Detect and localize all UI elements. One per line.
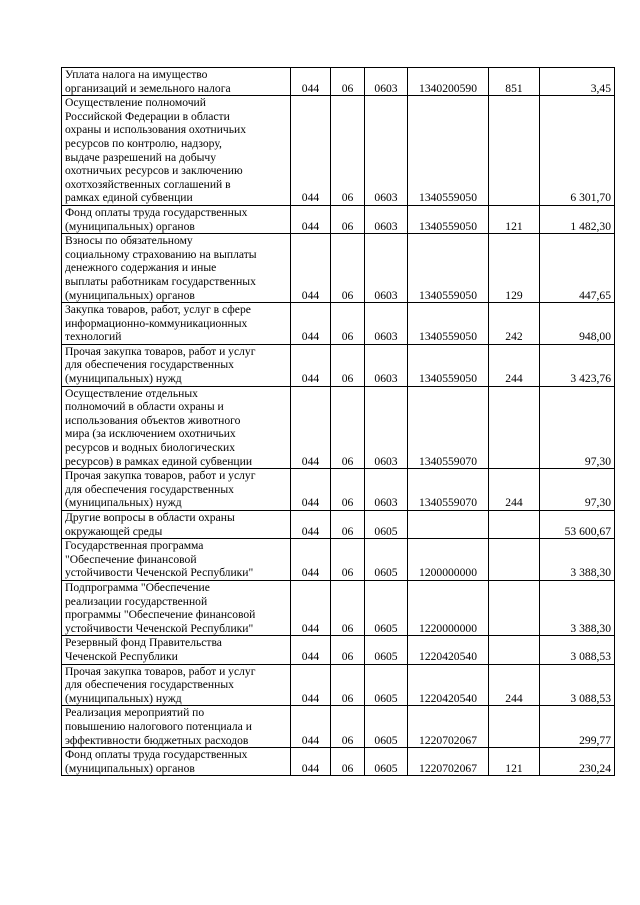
- table-row: [62, 580, 615, 635]
- expense-name: Прочая закупка товаров, работ и услуг для обеспечения государственных (муниципальных) нужд: [62, 469, 291, 511]
- subsection-code: 0605: [365, 636, 408, 664]
- table-row: [62, 234, 615, 303]
- amount: 97,30: [540, 469, 615, 511]
- expense-name: Реализация мероприятий по повышению налогового потенциала и эффективности бюджетных расходов: [62, 706, 291, 748]
- expense-name: Прочая закупка товаров, работ и услуг для обеспечения государственных (муниципальных) нужд: [62, 664, 291, 706]
- expense-type-code: [489, 580, 540, 635]
- target-article-code: 1340559070: [408, 386, 489, 469]
- table-row: [62, 205, 615, 233]
- subsection-code: 0603: [365, 386, 408, 469]
- table-row: [62, 344, 615, 386]
- department-code: 044: [291, 664, 331, 706]
- expense-name: Осуществление полномочий Российской Федерации в области охраны и использования охотничьих ресурсов по контролю, надзору, выдаче разрешений на добычу охотничьих ресурсов и заключению охотхозяйственных соглашений в рамках единой субвенции: [62, 96, 291, 206]
- table-row: [62, 386, 615, 469]
- table-row: [62, 706, 615, 748]
- expense-name: Взносы по обязательному социальному страхованию на выплаты денежного содержания и иные выплаты работникам государственных (муниципальных) органов: [62, 234, 291, 303]
- subsection-code: 0603: [365, 96, 408, 206]
- department-code: 044: [291, 205, 331, 233]
- target-article-code: 1340559050: [408, 96, 489, 206]
- expense-type-code: [489, 511, 540, 539]
- expense-type-code: 121: [489, 748, 540, 776]
- subsection-code: 0605: [365, 706, 408, 748]
- expense-type-code: [489, 636, 540, 664]
- subsection-code: 0603: [365, 469, 408, 511]
- target-article-code: [408, 511, 489, 539]
- department-code: 044: [291, 234, 331, 303]
- department-code: 044: [291, 706, 331, 748]
- expense-type-code: 129: [489, 234, 540, 303]
- expense-name: Резервный фонд Правительства Чеченской Республики: [62, 636, 291, 664]
- subsection-code: 0605: [365, 748, 408, 776]
- table-row: [62, 511, 615, 539]
- expense-name: Фонд оплаты труда государственных (муниципальных) органов: [62, 748, 291, 776]
- target-article-code: 1340559070: [408, 469, 489, 511]
- expense-name: Фонд оплаты труда государственных (муниципальных) органов: [62, 205, 291, 233]
- expense-type-code: 244: [489, 344, 540, 386]
- expense-name: Осуществление отдельных полномочий в области охраны и использования объектов животного мира (за исключением охотничьих ресурсов и водных биологических ресурсов) в рамках единой субвенции: [62, 386, 291, 469]
- department-code: 044: [291, 469, 331, 511]
- section-code: 06: [331, 580, 365, 635]
- section-code: 06: [331, 205, 365, 233]
- amount: 1 482,30: [540, 205, 615, 233]
- table-row: [62, 539, 615, 581]
- department-code: 044: [291, 580, 331, 635]
- amount: 230,24: [540, 748, 615, 776]
- table-row: [62, 748, 615, 776]
- table-row: [62, 68, 615, 96]
- section-code: 06: [331, 469, 365, 511]
- amount: 3 088,53: [540, 636, 615, 664]
- target-article-code: 1220420540: [408, 636, 489, 664]
- expense-name: Подпрограмма "Обеспечение реализации государственной программы "Обеспечение финансовой устойчивости Чеченской Республики": [62, 580, 291, 635]
- target-article-code: 1340559050: [408, 234, 489, 303]
- table-row: [62, 664, 615, 706]
- department-code: 044: [291, 636, 331, 664]
- table-row: [62, 303, 615, 345]
- department-code: 044: [291, 386, 331, 469]
- section-code: 06: [331, 386, 365, 469]
- target-article-code: 1340559050: [408, 205, 489, 233]
- amount: 3 088,53: [540, 664, 615, 706]
- expense-type-code: 851: [489, 68, 540, 96]
- table-row: [62, 469, 615, 511]
- expense-type-code: 121: [489, 205, 540, 233]
- section-code: 06: [331, 706, 365, 748]
- amount: 6 301,70: [540, 96, 615, 206]
- target-article-code: 1220420540: [408, 664, 489, 706]
- department-code: 044: [291, 539, 331, 581]
- section-code: 06: [331, 636, 365, 664]
- department-code: 044: [291, 303, 331, 345]
- amount: 3,45: [540, 68, 615, 96]
- amount: 948,00: [540, 303, 615, 345]
- section-code: 06: [331, 344, 365, 386]
- subsection-code: 0603: [365, 303, 408, 345]
- target-article-code: 1340200590: [408, 68, 489, 96]
- expense-type-code: 244: [489, 469, 540, 511]
- section-code: 06: [331, 748, 365, 776]
- expense-type-code: [489, 386, 540, 469]
- target-article-code: 1220702067: [408, 706, 489, 748]
- department-code: 044: [291, 511, 331, 539]
- expense-type-code: [489, 96, 540, 206]
- department-code: 044: [291, 96, 331, 206]
- expense-name: Государственная программа "Обеспечение финансовой устойчивости Чеченской Республики": [62, 539, 291, 581]
- table-row: [62, 96, 615, 206]
- target-article-code: 1200000000: [408, 539, 489, 581]
- amount: 97,30: [540, 386, 615, 469]
- expense-type-code: [489, 539, 540, 581]
- expense-name: Другие вопросы в области охраны окружающей среды: [62, 511, 291, 539]
- table-body: [62, 68, 615, 776]
- section-code: 06: [331, 303, 365, 345]
- subsection-code: 0603: [365, 68, 408, 96]
- expense-name: Закупка товаров, работ, услуг в сфере информационно-коммуникационных технологий: [62, 303, 291, 345]
- amount: 3 388,30: [540, 580, 615, 635]
- expense-type-code: 244: [489, 664, 540, 706]
- department-code: 044: [291, 748, 331, 776]
- section-code: 06: [331, 664, 365, 706]
- table-row: [62, 636, 615, 664]
- subsection-code: 0605: [365, 580, 408, 635]
- section-code: 06: [331, 539, 365, 581]
- target-article-code: 1340559050: [408, 344, 489, 386]
- budget-table: [61, 67, 615, 776]
- section-code: 06: [331, 96, 365, 206]
- amount: 3 388,30: [540, 539, 615, 581]
- target-article-code: 1340559050: [408, 303, 489, 345]
- section-code: 06: [331, 511, 365, 539]
- amount: 299,77: [540, 706, 615, 748]
- department-code: 044: [291, 344, 331, 386]
- expense-type-code: [489, 706, 540, 748]
- subsection-code: 0605: [365, 539, 408, 581]
- expense-type-code: 242: [489, 303, 540, 345]
- subsection-code: 0605: [365, 664, 408, 706]
- amount: 3 423,76: [540, 344, 615, 386]
- section-code: 06: [331, 234, 365, 303]
- subsection-code: 0603: [365, 205, 408, 233]
- department-code: 044: [291, 68, 331, 96]
- target-article-code: 1220000000: [408, 580, 489, 635]
- subsection-code: 0603: [365, 344, 408, 386]
- target-article-code: 1220702067: [408, 748, 489, 776]
- subsection-code: 0605: [365, 511, 408, 539]
- expense-name: Уплата налога на имущество организаций и земельного налога: [62, 68, 291, 96]
- subsection-code: 0603: [365, 234, 408, 303]
- expense-name: Прочая закупка товаров, работ и услуг для обеспечения государственных (муниципальных) нужд: [62, 344, 291, 386]
- amount: 53 600,67: [540, 511, 615, 539]
- section-code: 06: [331, 68, 365, 96]
- amount: 447,65: [540, 234, 615, 303]
